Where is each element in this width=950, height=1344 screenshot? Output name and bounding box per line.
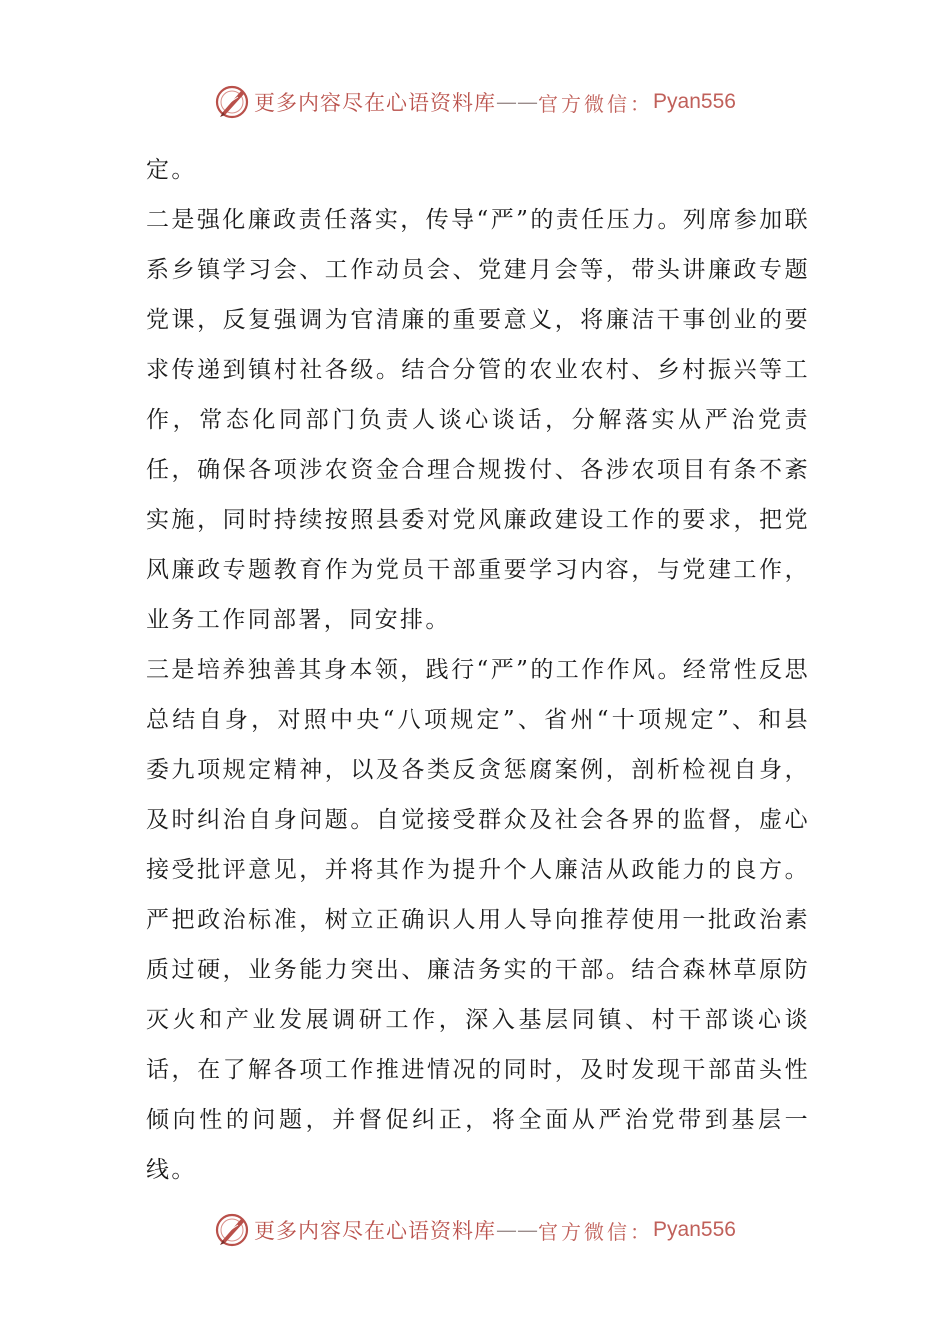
header-official-label: 官方微信：: [538, 91, 654, 116]
quill-pen-logo-icon: [214, 1212, 250, 1248]
footer-site-text: 更多内容尽在心语资料库: [254, 1219, 497, 1243]
header-banner: [0, 80, 950, 124]
header-site-text: 更多内容尽在心语资料库: [254, 91, 497, 115]
footer-wechat-id: Pyan556: [653, 1218, 736, 1241]
paragraph-continuation: 定。: [146, 157, 197, 183]
footer-dash: ——: [496, 1218, 539, 1242]
footer-banner: [0, 1208, 950, 1252]
paragraph-point-three: 三是培养独善其身本领，践行“严”的工作作风。经常性反思总结自身，对照中央“八项规定”、省州“十项规定”、和县委九项规定精神，以及各类反贪惩腐案例，剖析检视自身，及时纠治自身问题。自觉接受群众及社会各界的监督，虚心接受批评意见，并将其作为提升个人廉洁从政能力的良方。严把政治标准，树立正确识人用人导向推荐使用一批政治素质过硬，业务能力突出、廉洁务实的干部。结合森林草原防灭火和产业发展调研工作，深入基层同镇、村干部谈心谈话，在了解各项工作推进情况的同时，及时发现干部苗头性倾向性的问题，并督促纠正，将全面从严治党带到基层一线。: [146, 657, 810, 1183]
document-body: [146, 145, 810, 1195]
footer-official-label: 官方微信：: [538, 1219, 654, 1244]
header-dash: ——: [496, 90, 539, 114]
paragraph-point-two: 二是强化廉政责任落实，传导“严”的责任压力。列席参加联系乡镇学习会、工作动员会、党建月会等，带头讲廉政专题党课，反复强调为官清廉的重要意义，将廉洁干事创业的要求传递到镇村社各级。结合分管的农业农村、乡村振兴等工作，常态化同部门负责人谈心谈话，分解落实从严治党责任，确保各项涉农资金合理合规拨付、各涉农项目有条不紊实施，同时持续按照县委对党风廉政建设工作的要求，把党风廉政专题教育作为党员干部重要学习内容，与党建工作，业务工作同部署，同安排。: [146, 207, 810, 633]
quill-pen-logo-icon: [214, 84, 250, 120]
header-wechat-id: Pyan556: [653, 90, 736, 113]
